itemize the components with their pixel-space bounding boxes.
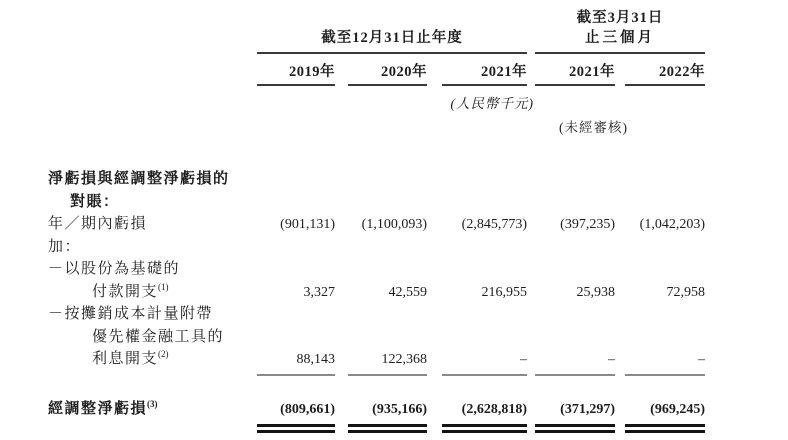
- column-header-2021: 2021年: [442, 54, 527, 86]
- table-body: [48, 167, 788, 433]
- group-header-quarter-line1: 截至3月31日: [576, 10, 664, 26]
- double-rule-row: [48, 424, 788, 433]
- value-cell: (901,131): [280, 217, 335, 232]
- row-label: 優先權金融工具的: [92, 328, 225, 345]
- row-label-text: 利息開支: [92, 351, 159, 367]
- column-header-2019: 2019年: [257, 54, 335, 86]
- table-year-header-row: [48, 54, 788, 86]
- row-label: [48, 397, 257, 418]
- value-cell: 42,559: [388, 284, 427, 300]
- row-label-text: 經調整淨虧損: [48, 401, 148, 417]
- double-rule: [257, 424, 335, 433]
- group-header-quarter-line2: 止三個月: [585, 30, 655, 46]
- column-header-2022-q1: 2022年: [625, 54, 705, 86]
- section-header-row: [48, 167, 788, 190]
- value-cell: –: [442, 352, 527, 376]
- value-cell: (1,042,203): [639, 217, 705, 232]
- value-cell: (397,235): [560, 217, 615, 232]
- table-group-header-row: [48, 8, 788, 54]
- table-row-interest-expense: [48, 347, 788, 376]
- footnote-ref-1: (1): [158, 281, 169, 292]
- value-cell: –: [625, 352, 705, 376]
- value-cell: (809,661): [280, 402, 335, 417]
- row-label: 加：: [48, 238, 82, 255]
- value-cell: (1,100,093): [361, 217, 427, 232]
- value-cell: (969,245): [650, 402, 705, 417]
- double-rule: [535, 424, 615, 433]
- column-header-2020: 2020年: [348, 54, 427, 86]
- row-label: －以股份為基礎的: [48, 261, 181, 277]
- table-row-add: [48, 235, 788, 258]
- double-rule: [625, 424, 705, 433]
- section-title-line2: 對賬：: [70, 193, 120, 210]
- units-note-row: [48, 86, 788, 112]
- table-row-amortised-line1: [48, 302, 788, 325]
- value-cell: 88,143: [257, 352, 335, 376]
- row-label: [48, 347, 257, 368]
- table-row-net-loss: [48, 212, 788, 235]
- value-cell: 122,368: [348, 352, 427, 376]
- table-row-share-based-payment: [48, 280, 788, 303]
- value-cell: 72,958: [666, 284, 705, 300]
- table-row-adjusted-net-loss: [48, 397, 788, 420]
- table-row-share-based-line1: [48, 257, 788, 280]
- units-note: (人民幣千元): [450, 96, 534, 111]
- value-cell: (935,166): [372, 402, 427, 417]
- value-cell: (2,628,818): [461, 402, 527, 417]
- value-cell: (371,297): [560, 402, 615, 417]
- footnote-ref-2: (2): [158, 349, 169, 359]
- value-cell: 25,938: [576, 284, 615, 300]
- unaudited-note-row: [48, 112, 788, 136]
- table-row-amortised-line2: [48, 325, 788, 348]
- row-label: －按攤銷成本計量附帶: [48, 306, 214, 322]
- row-label: 年／期內虧損: [48, 216, 148, 232]
- unaudited-note: (未經審核): [559, 120, 628, 135]
- group-header-annual-title: 截至12月31日止年度: [321, 30, 463, 46]
- section-header-row2: [48, 190, 788, 213]
- row-label: [48, 280, 257, 301]
- value-cell: 3,327: [303, 284, 335, 300]
- row-label-text: 付款開支: [92, 283, 159, 300]
- section-title-line1: 淨虧損與經調整淨虧損的: [48, 171, 230, 187]
- value-cell: 216,955: [481, 284, 527, 300]
- footnote-ref-3: (3): [147, 399, 158, 409]
- value-cell: –: [535, 352, 615, 376]
- double-rule: [348, 424, 427, 433]
- group-header-quarter: [535, 8, 705, 54]
- double-rule: [442, 424, 527, 433]
- column-header-2021-q1: 2021年: [535, 54, 615, 86]
- value-cell: (2,845,773): [461, 217, 527, 232]
- group-header-annual: [257, 28, 527, 54]
